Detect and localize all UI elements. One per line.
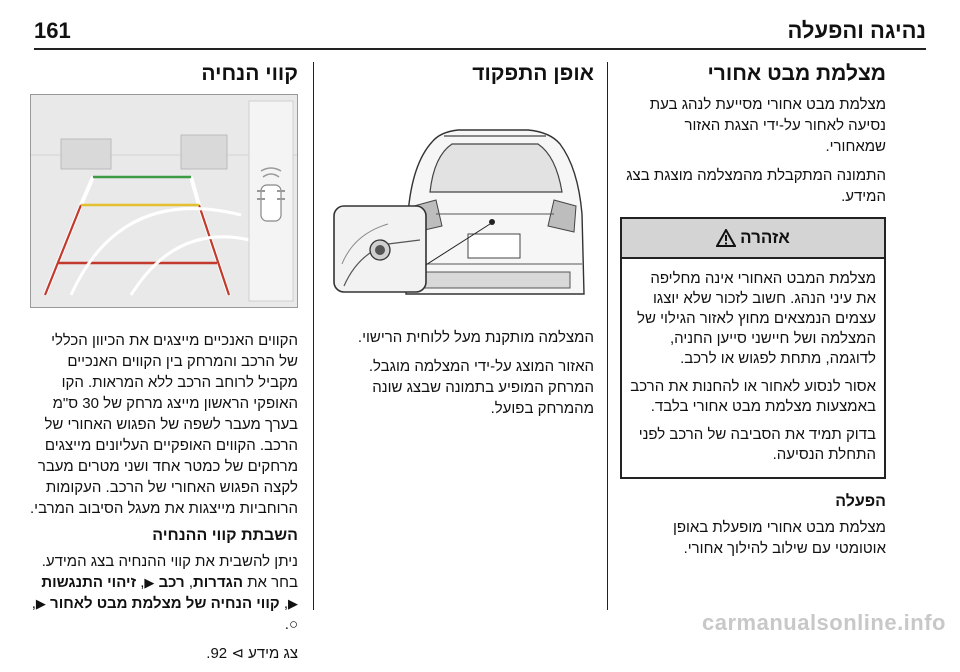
car-rear-drawing (328, 94, 594, 309)
page-reference-icon: ⊳ (231, 645, 244, 662)
menu-item-vehicle: רכב (158, 574, 185, 591)
guideline-screen-drawing (31, 95, 297, 307)
menu-path: בחר את הגדרות, רכב ▶, זיהוי התנגשות ▶, קווי הנחיה של מצלמת מבט לאחור ▶, ○. (31, 574, 298, 633)
watermark: carmanualsonline.info (702, 610, 946, 635)
disable-guidelines-title: השבתת קווי ההנחיה (152, 527, 298, 544)
car-rear-illustration (328, 94, 594, 309)
guideline-display-illustration (30, 94, 298, 308)
column-divider (313, 62, 314, 610)
warning-triangle-icon (716, 229, 736, 247)
section-title: קווי הנחיה (201, 62, 298, 85)
activation-title: הפעלה (835, 493, 886, 510)
display-paragraph: התמונה המתקבלת מהמצלמה מוצגת בצג המידע. (626, 167, 886, 205)
warning-text: בדוק תמיד את הסביבה של הרכב לפני התחלת הנסיעה. (638, 426, 876, 463)
guidelines-section (30, 62, 298, 672)
section-title: מצלמת מבט אחורי (707, 62, 886, 85)
page-reference: צג מידע ⊳ 92. (206, 645, 298, 662)
warning-text: מצלמת המבט האחורי אינה מחליפה את עיני הנהג. חשוב לזכור שלא יוצגו עצמים הנמצאים מחוץ לאזור הגילוי של המצלמה ושל חיישני סייען החניה, לדוגמה, מתחת לפגוש או לרכב. (637, 270, 876, 367)
rear-camera-section (620, 62, 886, 567)
menu-item-rear-camera-guidelines: קווי הנחיה של מצלמת מבט לאחור (50, 595, 280, 612)
activation-text: מצלמת מבט אחורי מופעלת באופן אוטומטי עם שילוב להילוך אחורי. (672, 519, 886, 557)
function-section (326, 62, 594, 427)
section-title: אופן התפקוד (472, 62, 594, 85)
menu-item-collision-detection: זיהוי התנגשות (41, 574, 137, 591)
warning-header (622, 219, 884, 259)
menu-item-settings: הגדרות (193, 574, 244, 591)
guidelines-description: הקווים האנכיים מייצגים את הכיוון הכללי של הרכב והמרחק בין הקווים האנכיים מקביל לרוחב הרכב ללא המראות. הקו האופקי הראשון מייצג מרחק של 30 ס"מ בערך מעבר לשפה של הפגוש האחורי של הרכב. הקווים האופקיים העליונים מייצגים מרחקים של כמטר אחד ושני מטרים מעבר לקצה הפגוש האחורי של הרכב. העקומות הרוחביות מייצגות את מעגל הסיבוב המרבי. (30, 332, 298, 517)
toggle-off-icon: ○ (288, 616, 298, 633)
chapter-title: נהיגה והפעלה (787, 18, 926, 43)
mounting-text: המצלמה מותקנת מעל ללוחית הרישוי. (357, 329, 594, 346)
disable-guidelines-intro: ניתן להשבית את קווי ההנחיה בצג המידע. (41, 553, 298, 570)
choose-text: בחר את (247, 574, 298, 591)
page-header (34, 14, 926, 50)
reference-label: צג מידע (248, 645, 298, 662)
arrow-right-icon: ▶ (288, 596, 298, 611)
warning-text: אסור לנסוע לאחור או להחנות את הרכב באמצעות מצלמת מבט אחורי בלבד. (630, 378, 876, 415)
warning-label: אזהרה (740, 228, 790, 247)
arrow-right-icon: ▶ (144, 575, 155, 590)
arrow-right-icon: ▶ (35, 596, 46, 611)
intro-paragraph: מצלמת מבט אחורי מסייעת לנהג בעת נסיעה לאחור על-ידי הצגת האזור שמאחורי. (649, 96, 886, 155)
warning-box (620, 217, 886, 479)
column-divider (607, 62, 608, 610)
range-text: האזור המוצג על-ידי המצלמה מוגבל. המרחק המופיע בתמונה שבצג שונה מהמרחק בפועל. (368, 358, 594, 417)
reference-page: 92 (210, 645, 228, 662)
page-number: 161 (34, 18, 71, 43)
